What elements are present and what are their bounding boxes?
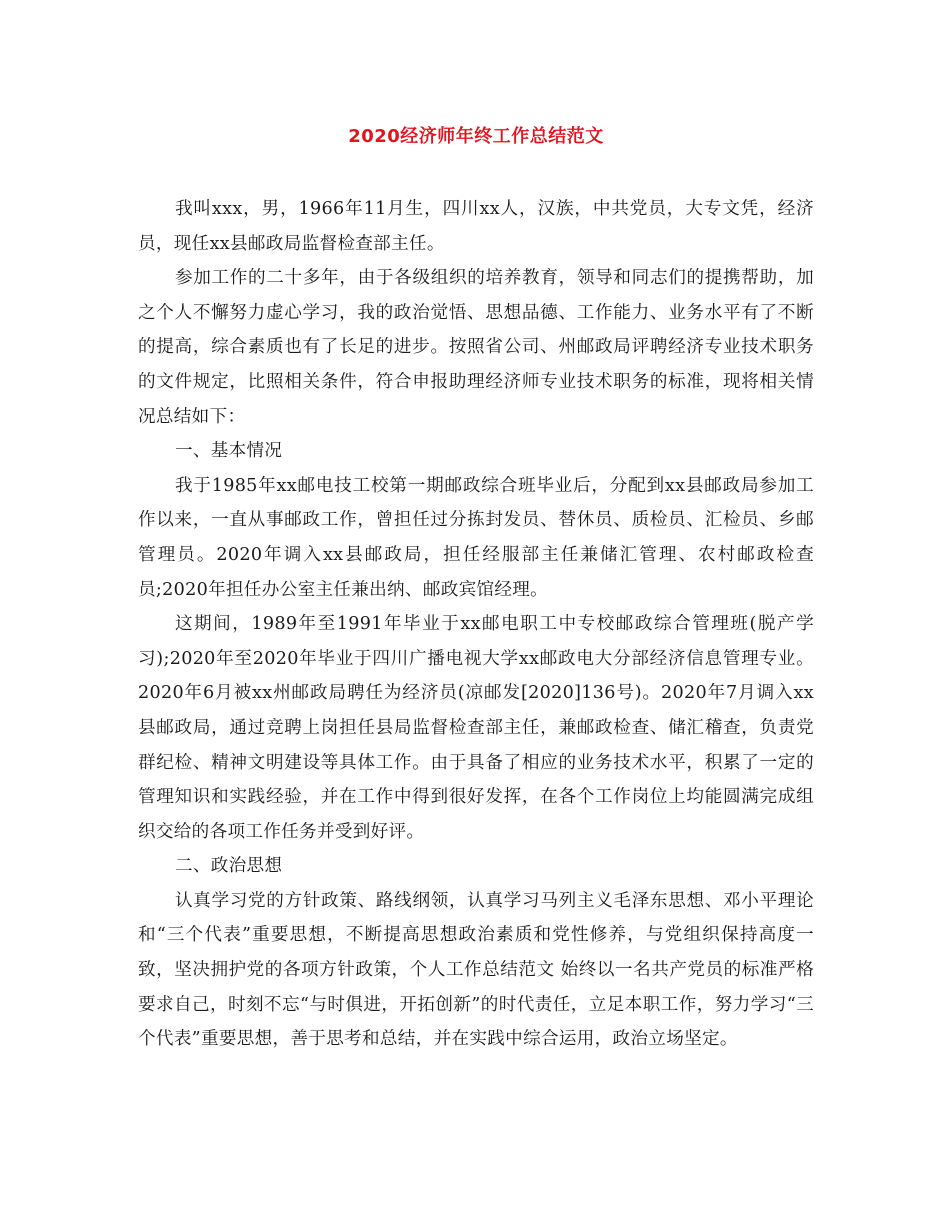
paragraph-personal-info: 我叫xxx，男，1966年11月生，四川xx人，汉族，中共党员，大专文凭，经济员，现任xx县邮政局监督检查部主任。: [138, 199, 814, 254]
paragraph-introduction: 参加工作的二十多年，由于各级组织的培养教育，领导和同志们的提携帮助，加之个人不懈努力虚心学习，我的政治觉悟、思想品德、工作能力、业务水平有了不断的提高，综合素质也有了长足的进步。按照省公司、州邮政局评聘经济专业技术职务的文件规定，比照相关条件，符合申报助理经济师专业技术职务的标准，现将相关情况总结如下：: [138, 268, 814, 427]
paragraph-work-history: 我于1985年xx邮电技工校第一期邮政综合班毕业后，分配到xx县邮政局参加工作以来，一直从事邮政工作，曾担任过分拣封发员、替休员、质检员、汇检员、乡邮管理员。2020年调入xx县邮政局，担任经服部主任兼储汇管理、农村邮政检查员;2020年担任办公室主任兼出纳、邮政宾馆经理。: [138, 475, 814, 600]
document-title: 2020经济师年终工作总结范文: [348, 126, 604, 147]
paragraph-political-study: 认真学习党的方针政策、路线纲领，认真学习马列主义毛泽东思想、邓小平理论和“三个代表”重要思想，不断提高思想政治素质和党性修养，与党组织保持高度一致，坚决拥护党的各项方针政策，个人工作总结范文 始终以一名共产党员的标准严格要求自己，时刻不忘“与时俱进，开拓创新”的时代责任，立足本职工作，努力学习“三个代表”重要思想，善于思考和总结，并在实践中综合运用，政治立场坚定。: [138, 890, 814, 1050]
section-heading-basic-info: 一、基本情况: [174, 441, 283, 462]
paragraph-education-career: 这期间，1989年至1991年毕业于xx邮电职工中专校邮政综合管理班(脱产学习);2020年至2020年毕业于四川广播电视大学xx邮政电大分部经济信息管理专业。2020年6月被xx州邮政局聘任为经济员(凉邮发[2020]136号)。2020年7月调入xx县邮政局，通过竞聘上岗担任县局监督检查部主任，兼邮政检查、储汇稽查，负责党群纪检、精神文明建设等具体工作。由于具备了相应的业务技术水平，积累了一定的管理知识和实践经验，并在工作中得到很好发挥，在各个工作岗位上均能圆满完成组织交给的各项工作任务并受到好评。: [138, 614, 814, 842]
section-heading-political-thought: 二、政治思想: [174, 856, 283, 877]
document-body: [138, 192, 814, 1057]
